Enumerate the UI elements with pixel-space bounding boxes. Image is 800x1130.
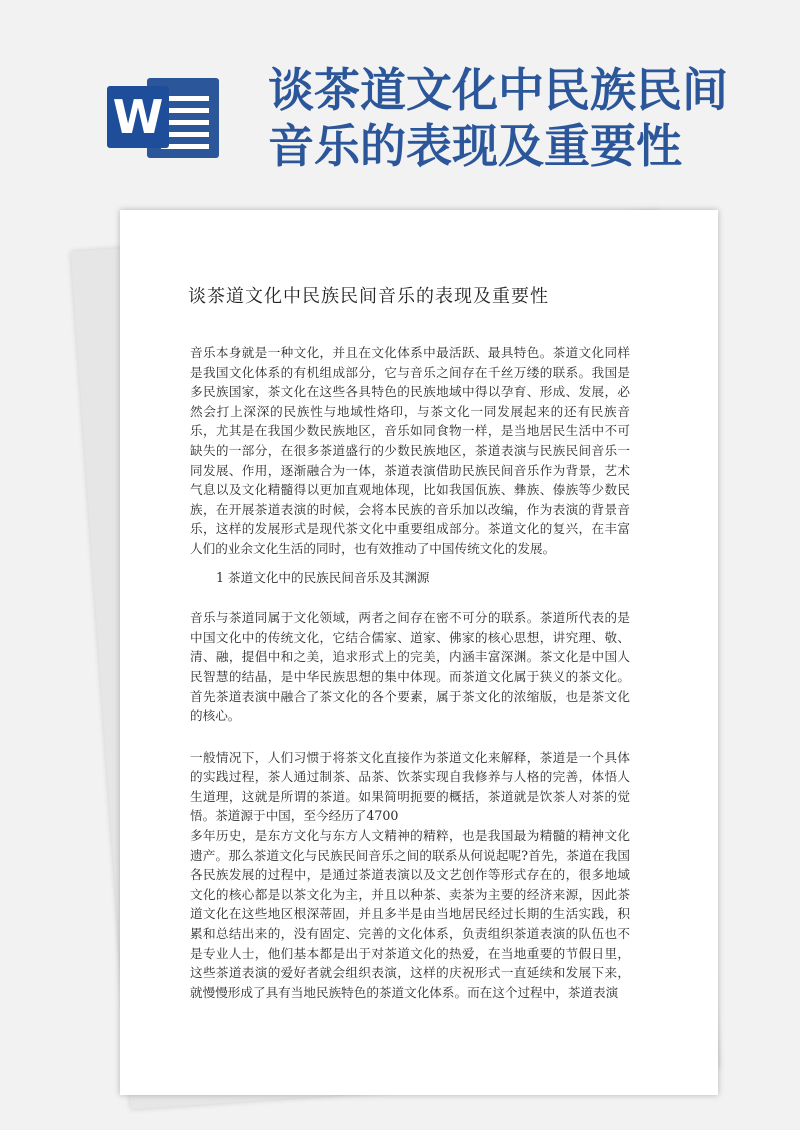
paragraph-gap xyxy=(190,726,630,748)
paragraph: 多年历史，是东方文化与东方人文精神的精粹，也是我国最为精髓的精神文化遗产。那么茶道文化与民族民间音乐之间的联系从何说起呢?首先，茶道在我国各民族发展的过程中，是通过茶道表演以及文艺创作等形式存在的，很多地域文化的核心都是以茶文化为主，并且以种茶、卖茶为主要的经济来源，因此茶道文化在这些地区根深蒂固，并且多半是由当地居民经过长期的生活实践，积累和总结出来的，没有固定、完善的文化体系，负责组织茶道表演的队伍也不是专业人士，他们基本都是出于对茶道文化的热爱，在当地重要的节假日里，这些茶道表演的爱好者就会组织表演，这样的庆祝形式一直延续和发展下来，就慢慢形成了具有当地民族特色的茶道文化体系。而在这个过程中，茶道表演 xyxy=(190,828,630,1000)
paragraph: 一般情况下，人们习惯于将茶文化直接作为茶道文化来解释，茶道是一个具体的实践过程，茶人通过制茶、品茶、饮茶实现自我修养与人格的完善，体悟人生道理，这就是所谓的茶道。如果简明扼要的概括，茶道就是饮茶人对茶的觉悟。茶道源于中国，至今经历了4700 xyxy=(190,749,630,824)
paragraph: 音乐与茶道同属于文化领域，两者之间存在密不可分的联系。茶道所代表的是中国文化中的传统文化，它结合儒家、道家、佛家的核心思想，讲究理、敬、清、融，提倡中和之美，追求形式上的完美，内涵丰富深渊。茶文化是中国人民智慧的结晶，是中华民族思想的集中体现。而茶道文化属于狭义的茶文化。首先茶道表演中融合了茶文化的各个要素，属于茶文化的浓缩版，也是茶文化的核心。 xyxy=(190,610,630,724)
paragraph: 音乐本身就是一种文化，并且在文化体系中最活跃、最具特色。茶道文化同样是我国文化体系的有机组成部分，它与音乐之间存在千丝万缕的联系。我国是多民族国家，茶文化在这些各具特色的民族地域中得以孕育、形成、发展，必然会打上深深的民族性与地域性烙印，与茶文化一同发展起来的还有民族音乐，尤其是在我国少数民族地区，音乐如同食物一样，是当地居民生活中不可缺失的一部分，在很多茶道盛行的少数民族地区，茶道表演与民族民间音乐一同发展、作用，逐渐融合为一体，茶道表演借助民族民间音乐作为背景，艺术气息以及文化精髓得以更加直观地体现，比如我国佤族、彝族、傣族等少数民族，在开展茶道表演的时候，会将本民族的音乐加以改编，作为表演的背景音乐，这样的发展形式是现代茶文化中重要组成部分。茶道文化的复兴，在丰富人们的业余文化生活的同时，也有效推动了中国传统文化的发展。 xyxy=(190,345,630,556)
document-title: 谈茶道文化中民族民间音乐的表现及重要性 xyxy=(188,286,549,307)
document-body xyxy=(190,343,630,1002)
document-page xyxy=(120,210,718,1095)
word-icon-letter: W xyxy=(107,86,169,148)
banner-title: 谈茶道文化中民族民间音乐的表现及重要性 xyxy=(268,63,728,173)
banner-header xyxy=(0,0,800,210)
section-heading: 1 茶道文化中的民族民间音乐及其渊源 xyxy=(216,569,430,585)
word-document-icon xyxy=(107,70,222,166)
